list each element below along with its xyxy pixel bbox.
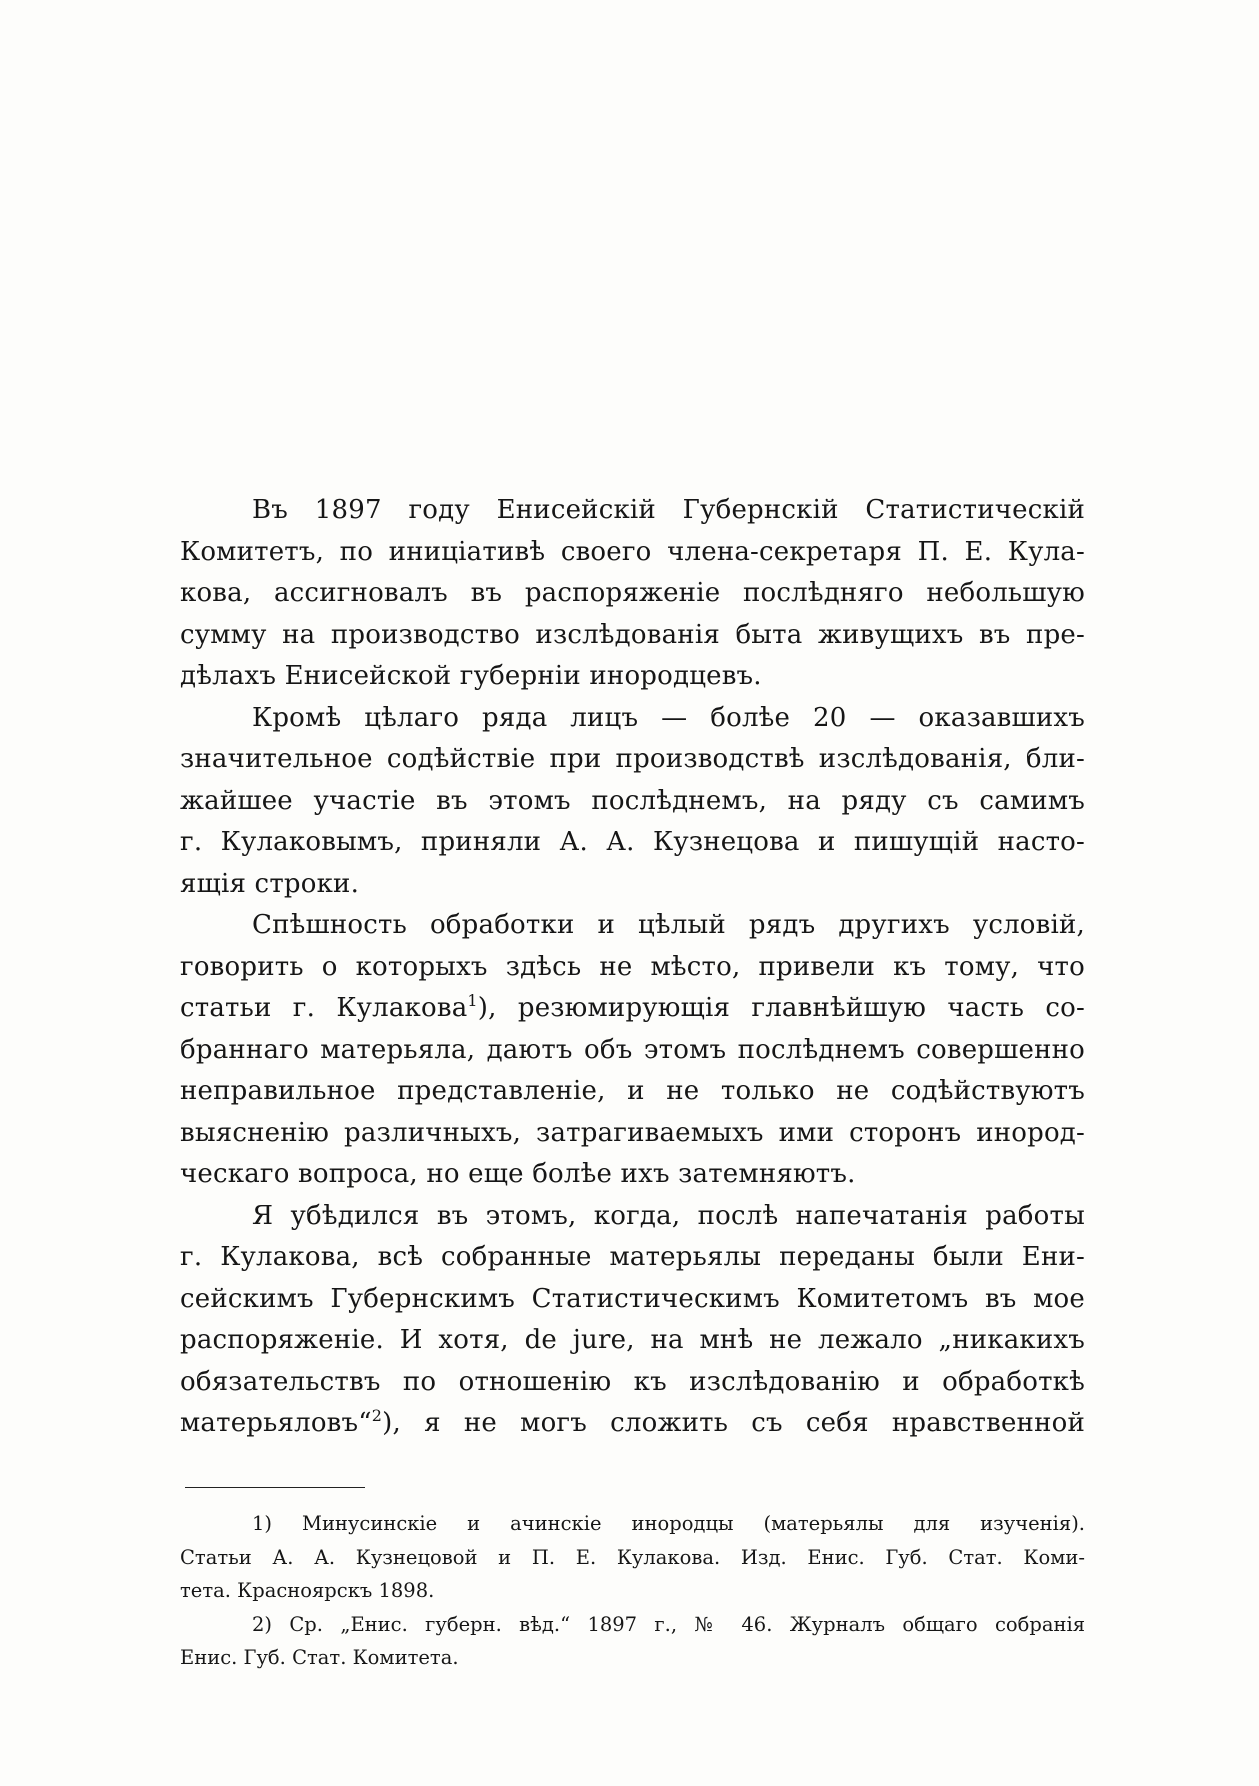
text-segment: матерьяловъ“ [180, 1408, 372, 1438]
footnotes [180, 1507, 1085, 1675]
text-segment: ), я не могъ сложить съ себя нравственной [382, 1408, 1085, 1438]
main-text [180, 490, 1085, 1445]
text-line: ящія строки. [180, 868, 360, 899]
text-line: распоряженіе. И хотя, de jure, на мнѣ не лежало „никакихъ [180, 1325, 1085, 1355]
text-segment: статьи г. Кулакова [180, 993, 468, 1023]
text-line: дѣлахъ Енисейской губерніи инородцевъ. [180, 661, 762, 691]
text-line: ческаго вопроса, но еще болѣе ихъ затемняютъ. [180, 1159, 856, 1189]
text-line: сумму на производство изслѣдованія быта живущихъ въ пре- [180, 619, 1085, 650]
footnote-line: Енис. Губ. Стат. Комитета. [180, 1646, 459, 1669]
text-line: жайшее участіе въ этомъ послѣднемъ, на ряду съ самимъ [180, 785, 1085, 816]
text-line-with-footnote [180, 1403, 1085, 1445]
text-line: Комитетъ, по иниціативѣ своего члена-секретаря П. Е. Кула- [180, 536, 1085, 567]
text-line: значительное содѣйствіе при производствѣ изслѣдованія, бли- [180, 744, 1085, 774]
text-line: неправильное представленіе, и не только не содѣйствуютъ [180, 1076, 1085, 1106]
text-line: Спѣшность обработки и цѣлый рядъ другихъ условій, [252, 910, 1085, 940]
text-line-with-footnote [180, 988, 1085, 1030]
text-line: Я убѣдился въ этомъ, когда, послѣ напечатанія работы [252, 1200, 1085, 1231]
footnote-line: 2) Ср. „Енис. губерн. вѣд.“ 1897 г., № 46. Журналъ общаго собранія [252, 1612, 1085, 1636]
footnote-marker: 2 [371, 1406, 383, 1425]
text-segment: ), резюмирующія главнѣйшую часть со- [477, 993, 1086, 1023]
text-line: кова, ассигновалъ въ распоряженіе послѣдняго небольшую [180, 578, 1085, 608]
footnote-line: 1) Минусинскіе и ачинскіе инородцы (матерьялы для изученія). [252, 1512, 1085, 1535]
text-line: г. Кулаковымъ, приняли А. А. Кузнецова и пишущій насто- [180, 827, 1085, 857]
text-line: обязательствъ по отношенію къ изслѣдованію и обработкѣ [180, 1366, 1085, 1397]
text-line: говорить о которыхъ здѣсь не мѣсто, привели къ тому, что [180, 951, 1085, 982]
footnote-marker: 1 [467, 991, 478, 1010]
text-line: сейскимъ Губернскимъ Статистическимъ Комитетомъ въ мое [180, 1283, 1085, 1314]
text-line: Въ 1897 году Енисейскій Губернскій Статистическій [252, 495, 1085, 525]
footnote-line: тета. Красноярскъ 1898. [180, 1579, 435, 1602]
footnote-divider [185, 1487, 365, 1488]
text-line: г. Кулакова, всѣ собранные матерьялы переданы были Ени- [180, 1242, 1085, 1272]
text-line: Кромѣ цѣлаго ряда лицъ — болѣе 20 — оказавшихъ [252, 702, 1085, 733]
text-line: выясненію различныхъ, затрагиваемыхъ ими сторонъ инород- [180, 1117, 1085, 1148]
footnote-line: Статьи А. А. Кузнецовой и П. Е. Кулакова. Изд. Енис. Губ. Стат. Коми- [180, 1545, 1085, 1569]
text-line: браннаго матерьяла, даютъ объ этомъ послѣднемъ совершенно [180, 1034, 1085, 1065]
